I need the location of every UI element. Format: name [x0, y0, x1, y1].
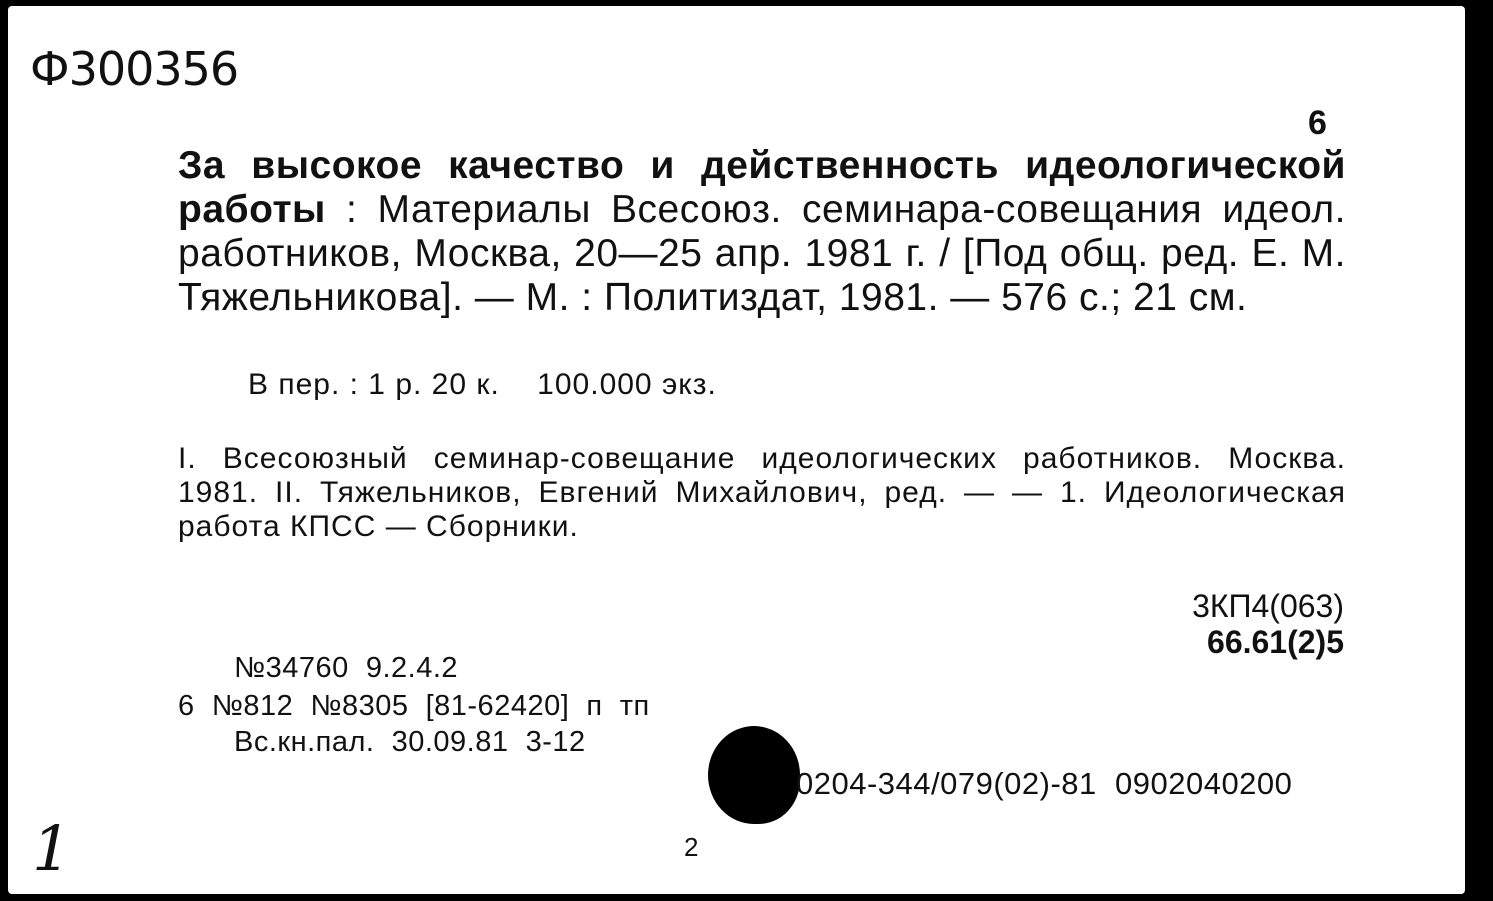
card-number: 6 [1308, 104, 1327, 142]
registration-line-2: 6 №812 №8305 [81-62420] п тп [178, 690, 650, 722]
description-details: : Материалы Всесоюз. семинара-совещания идеол. работников, Москва, 20—25 апр. 1981 г. / [Под общ. ред. Е. М. Тяжельникова]. — М. : Политиздат, 1981. — 576 с.; 21 см. [178, 188, 1346, 319]
registration-line-1: №34760 9.2.4.2 [234, 652, 459, 684]
handwritten-bottom-mark: 2 [684, 832, 699, 862]
registration-line-3: Вс.кн.пал. 30.09.81 3-12 [234, 726, 586, 758]
handwritten-corner-mark: 1 [32, 812, 72, 885]
price-and-circulation: В пер. : 1 р. 20 к. 100.000 экз. [248, 368, 717, 401]
catalog-id-mark: Ф300356 [30, 42, 239, 96]
book-title: За высокое качество и действенность идеологической работы [178, 144, 1346, 231]
ink-blot [708, 726, 800, 824]
isbn-code-line: 0204-344/079(02)-81 0902040200 [796, 766, 1293, 801]
catalog-card [8, 6, 1465, 894]
bibliographic-description [178, 144, 1346, 320]
classification-codes [1108, 588, 1344, 660]
classification-code: 3КП4(063) [1192, 588, 1344, 624]
bbk-code: 66.61(2)5 [1207, 624, 1344, 660]
subject-headings: I. Всесоюзный семинар-совещание идеологических работников. Москва. 1981. II. Тяжельников, Евгений Михайлович, ред. — — 1. Идеологическая работа КПСС — Сборники. [178, 442, 1346, 543]
